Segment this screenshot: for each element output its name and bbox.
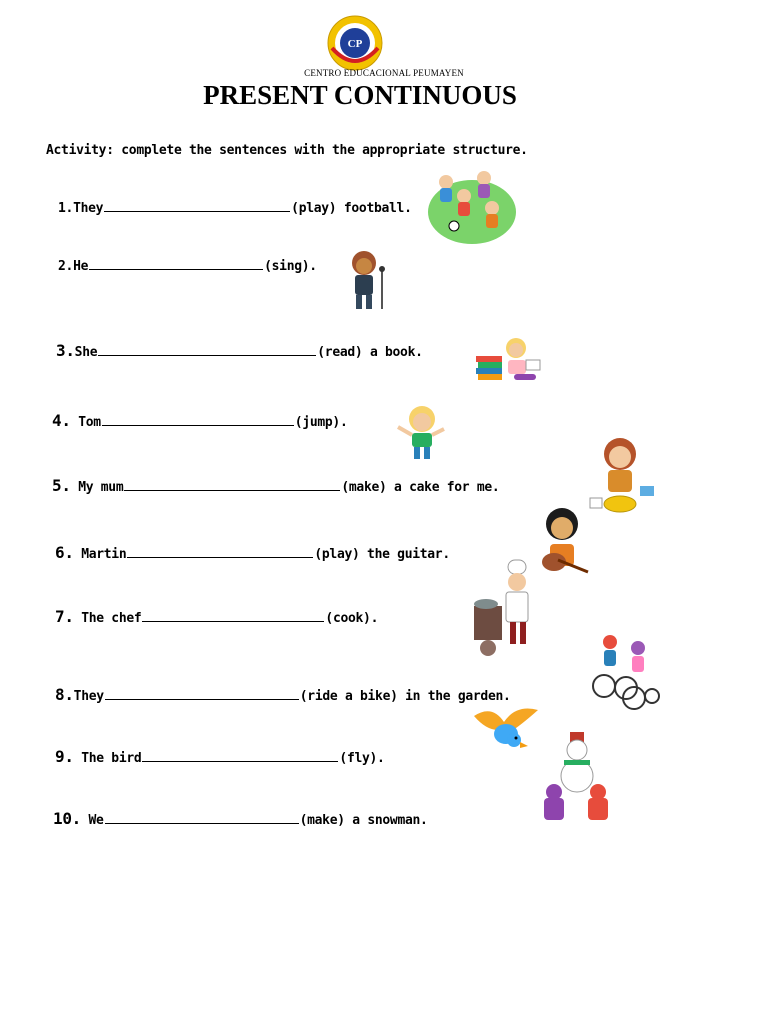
children-playing-football-icon (426, 168, 518, 248)
exercise-subject: Tom (78, 415, 101, 430)
exercise-number: 6. (55, 543, 74, 562)
exercise-prompt: (ride a bike) in the garden. (299, 689, 511, 704)
exercise-number: 4. (52, 411, 71, 430)
exercise-subject: They (73, 689, 104, 704)
answer-blank[interactable] (127, 545, 313, 558)
logo-monogram: CP (347, 38, 363, 50)
exercise-4 (52, 411, 347, 430)
exercise-subject: They (73, 201, 104, 216)
exercise-2 (58, 257, 317, 274)
kids-snowman-icon (540, 730, 612, 826)
answer-blank[interactable] (104, 199, 290, 212)
answer-blank[interactable] (124, 478, 340, 491)
boy-jumping-icon (392, 403, 450, 467)
boy-singing-icon (346, 249, 392, 311)
answer-blank[interactable] (89, 257, 263, 270)
exercise-6 (55, 543, 450, 562)
exercise-subject: She (74, 345, 98, 360)
exercise-prompt: (fly). (339, 751, 385, 766)
activity-instructions: Activity: complete the sentences with the appropriate structure. (46, 143, 528, 158)
school-logo (326, 14, 384, 72)
school-name: CENTRO EDUCACIONAL PEUMAYEN (304, 68, 464, 78)
exercise-number: 10. (53, 809, 81, 828)
exercise-prompt: (read) a book. (317, 345, 423, 360)
exercise-subject: The chef (81, 611, 142, 626)
exercise-prompt: (cook). (325, 611, 379, 626)
exercise-prompt: (jump). (294, 415, 348, 430)
kids-riding-bikes-icon (592, 632, 660, 714)
bird-flying-icon (470, 700, 542, 758)
exercise-subject: The bird (81, 751, 142, 766)
exercise-1 (58, 199, 412, 216)
exercise-3 (56, 341, 423, 360)
mum-baking-icon (586, 434, 660, 518)
answer-blank[interactable] (142, 749, 338, 762)
exercise-prompt: (make) a snowman. (299, 813, 428, 828)
answer-blank[interactable] (102, 413, 294, 426)
exercise-prompt: (make) a cake for me. (341, 480, 500, 495)
exercise-number: 1. (58, 201, 74, 216)
answer-blank[interactable] (105, 811, 299, 824)
chef-cooking-icon (470, 558, 538, 658)
page-title: PRESENT CONTINUOUS (203, 80, 517, 110)
exercise-number: 5. (52, 476, 71, 495)
exercise-subject: Martin (81, 547, 127, 562)
exercise-number: 7. (55, 607, 74, 626)
exercise-8 (55, 685, 511, 704)
exercise-prompt: (play) football. (291, 201, 412, 216)
exercise-number: 9. (55, 747, 74, 766)
answer-blank[interactable] (105, 687, 299, 700)
exercise-subject: My mum (78, 480, 124, 495)
girl-reading-icon (474, 334, 546, 384)
exercise-subject: We (88, 813, 104, 828)
exercise-10 (53, 809, 428, 828)
exercise-9 (55, 747, 385, 766)
exercise-subject: He (73, 259, 89, 274)
exercise-number: 3. (56, 341, 75, 360)
exercise-number: 8. (55, 685, 74, 704)
exercise-7 (55, 607, 378, 626)
answer-blank[interactable] (98, 343, 316, 356)
exercise-prompt: (play) the guitar. (314, 547, 450, 562)
exercise-5 (52, 476, 499, 495)
answer-blank[interactable] (142, 609, 324, 622)
exercise-prompt: (sing). (264, 259, 317, 274)
exercise-number: 2. (58, 259, 74, 274)
boy-guitar-icon (534, 504, 590, 582)
